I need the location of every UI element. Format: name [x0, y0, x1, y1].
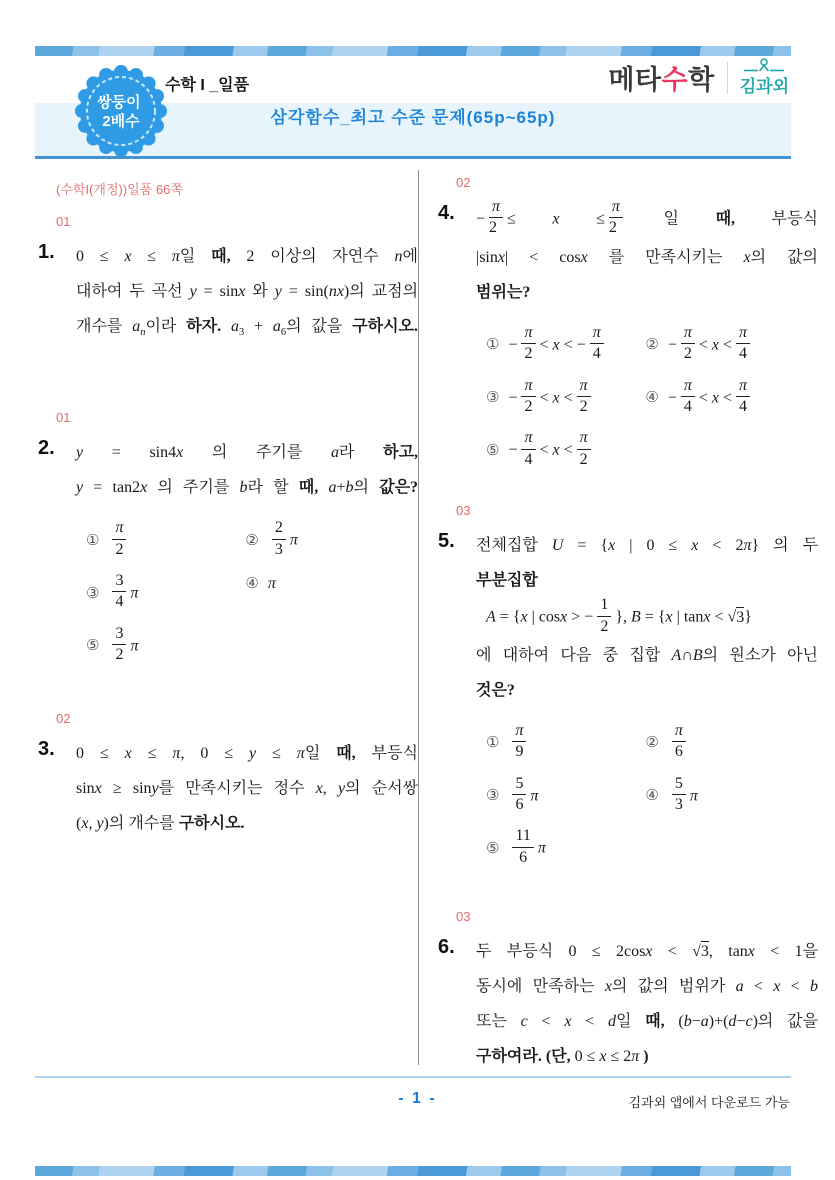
problem-tag: 02 — [456, 175, 471, 190]
text: 부등식 — [735, 210, 818, 228]
problem-block — [438, 528, 818, 869]
problem-block — [38, 736, 418, 841]
column-right — [438, 175, 818, 1080]
choice-number: ④ — [645, 788, 659, 805]
math-expression: (x, y) — [76, 814, 109, 832]
math-expression: A∩B — [671, 646, 703, 664]
fraction — [577, 377, 591, 417]
text: 라 할 — [247, 479, 299, 497]
emphasis-text: 구하시오. — [352, 318, 418, 335]
text: 부등식 — [355, 744, 418, 762]
text: 의 주기를 — [183, 444, 331, 462]
page-number: - 1 - — [398, 1090, 437, 1107]
problem-number: 3. — [38, 737, 55, 760]
math-expression: − — [508, 389, 518, 407]
math-expression: π — [689, 787, 698, 805]
problem-tag: 01 — [56, 410, 71, 426]
math-expression: π — [739, 323, 748, 341]
math-expression: 4 — [739, 345, 748, 363]
math-expression: sinx ≥ siny — [76, 779, 159, 797]
text: 의 원소가 아닌 — [702, 646, 818, 664]
text: 동시에 만족하는 — [476, 978, 605, 996]
emphasis-text: 하고, — [383, 444, 419, 462]
math-expression: 2 — [579, 397, 588, 415]
emphasis-text: 때, — [645, 1013, 665, 1031]
math-expression: < x < — [698, 336, 733, 354]
math-expression: 2 — [489, 219, 498, 237]
logo-text-suffix: 학 — [688, 65, 715, 95]
math-expression: π — [130, 584, 139, 602]
math-expression: 0 ≤ x ≤ 2π — [574, 1048, 640, 1066]
math-expression: < x < — [539, 441, 573, 459]
fraction — [681, 324, 695, 364]
problem-tag: 01 — [56, 214, 71, 229]
problem-tag: 03 — [456, 503, 471, 519]
problem-text-line — [76, 470, 418, 505]
text: 을 — [802, 943, 819, 961]
math-expression: 3 — [115, 624, 124, 642]
math-expression: < x < − — [539, 336, 586, 354]
math-expression: π — [289, 531, 298, 549]
math-expression: π — [115, 519, 124, 537]
problem-block — [438, 934, 818, 1074]
text: 의 값을 — [286, 318, 353, 335]
math-expression: π — [530, 787, 539, 805]
choice-item — [86, 521, 245, 561]
choice-number: ② — [245, 532, 259, 549]
badge-line2: 2배수 — [102, 113, 140, 130]
choice-number: ⑤ — [486, 841, 500, 858]
choice-item — [486, 774, 645, 817]
fraction — [112, 572, 126, 612]
problem-text-line — [476, 275, 818, 310]
choice-item — [245, 574, 418, 614]
math-expression: y = tan2x — [76, 479, 148, 497]
math-expression: − — [508, 336, 518, 354]
problem-text-line — [76, 771, 418, 806]
text: 대하여 두 곡선 — [76, 283, 190, 300]
fraction — [512, 827, 533, 867]
emphasis-text: 범위는? — [476, 283, 531, 301]
math-expression: 2 — [579, 450, 588, 468]
choice-item — [645, 721, 818, 764]
banner-title: 삼각함수_최고 수준 문제(65p~65p) — [270, 108, 556, 127]
math-expression: 0 ≤ 2cosx < √3, — [568, 943, 713, 961]
choice-list — [76, 521, 418, 666]
math-expression: π — [579, 429, 588, 447]
fraction — [672, 722, 686, 762]
problem-text-line — [476, 528, 818, 563]
math-expression: π — [130, 637, 139, 655]
fraction — [272, 519, 286, 559]
problem-text-line — [76, 736, 418, 771]
choice-item — [645, 376, 818, 419]
math-expression: 2 — [524, 345, 533, 363]
emphasis-text: 구하시오. — [178, 814, 245, 832]
choice-number: ④ — [245, 575, 259, 592]
fraction — [609, 198, 623, 238]
footer-note: 김과외 앱에서 다운로드 가능 — [628, 1095, 790, 1110]
text: 이라 — [145, 318, 187, 335]
math-expression: 3 — [115, 571, 124, 589]
fraction — [597, 596, 611, 636]
text: 일 — [179, 248, 212, 265]
math-expression: 0 ≤ x ≤ π — [76, 248, 180, 265]
math-expression: − — [476, 210, 486, 228]
problem-text-line — [76, 806, 418, 841]
choice-item — [86, 571, 245, 614]
fraction — [577, 429, 591, 469]
brand-divider — [727, 62, 728, 94]
logo-accent-char: 수 — [661, 65, 689, 95]
math-expression: 5 — [674, 774, 683, 792]
problem-text-line — [476, 969, 818, 1004]
math-expression: $a_3 + a_6$ — [230, 318, 287, 339]
math-expression: < x < — [698, 389, 733, 407]
choice-item — [245, 521, 418, 561]
source-note: (수학I(개정))일품 66쪽 — [56, 182, 183, 197]
math-expression: A = {x | cosx > − — [486, 608, 594, 626]
choice-number: ③ — [86, 585, 100, 602]
problem-text-line — [76, 239, 418, 274]
fraction — [521, 377, 535, 417]
math-expression: a < x < b — [735, 978, 819, 996]
column-divider — [418, 170, 419, 1065]
math-expression: c < x < d — [520, 1013, 616, 1031]
math-expression: 5 — [515, 774, 524, 792]
emphasis-text: 값은? — [379, 479, 419, 497]
math-expression: π — [611, 198, 620, 215]
math-expression: 0 ≤ y ≤ π — [200, 744, 305, 762]
math-expression: 6 — [515, 796, 524, 814]
text: 또는 — [476, 1013, 521, 1031]
math-expression: − — [508, 441, 518, 459]
math-expression: 0 ≤ x ≤ π, — [76, 744, 185, 762]
footer-divider — [35, 1076, 791, 1078]
math-expression: x — [743, 248, 751, 266]
math-expression: n — [394, 248, 403, 265]
fraction — [512, 722, 526, 762]
top-decorative-bar — [35, 46, 791, 56]
math-expression: 4 — [115, 593, 124, 611]
math-expression: π — [492, 198, 501, 215]
math-expression: }, — [615, 608, 627, 626]
metamath-logo — [608, 58, 714, 97]
fraction — [736, 377, 750, 417]
text: 의 주기를 — [147, 479, 240, 497]
kimgwaoe-logo-text: 김과외 — [739, 77, 789, 96]
math-expression: 4 — [524, 450, 533, 468]
choice-number: ③ — [486, 788, 500, 805]
fraction — [590, 324, 604, 364]
math-expression: π — [515, 721, 524, 739]
fraction — [512, 775, 526, 815]
choice-number: ⑤ — [86, 638, 100, 655]
math-expression: (b−a)+(d−c) — [678, 1013, 758, 1031]
fraction — [112, 625, 126, 665]
math-expression: π — [683, 323, 692, 341]
math-expression: 4 — [739, 397, 748, 415]
text: 에 — [402, 248, 418, 265]
problem-text-line — [476, 934, 818, 969]
text: 를 만족시키는 — [587, 248, 744, 266]
problem-text-line — [476, 598, 818, 638]
text: 두 부등식 — [476, 943, 569, 961]
choice-number: ② — [645, 735, 659, 752]
text: 를 만족시키는 정수 — [158, 779, 316, 797]
text — [184, 745, 200, 762]
fraction — [736, 324, 750, 364]
math-expression: π — [674, 721, 683, 739]
problem-number: 4. — [438, 202, 455, 224]
math-expression: − — [667, 389, 677, 407]
problem-text-line — [76, 435, 418, 470]
text — [221, 318, 231, 335]
emphasis-text: 하자. — [186, 318, 222, 335]
choice-number: ② — [645, 337, 659, 354]
text: 의 순서쌍 — [345, 779, 419, 797]
math-expression: y = sin(nx) — [274, 283, 350, 300]
problem-tag: 02 — [56, 710, 71, 726]
bottom-decorative-bar — [35, 1166, 791, 1176]
problem-text-line — [76, 309, 418, 350]
choice-item — [486, 721, 645, 764]
math-expression: 2 — [608, 219, 617, 237]
math-expression: − — [667, 336, 677, 354]
math-expression: 2 — [115, 540, 124, 558]
math-expression: 1 — [600, 596, 609, 614]
choice-item — [486, 376, 645, 419]
kimgwaoe-logo — [740, 58, 789, 97]
math-expression: π — [592, 323, 601, 341]
problem-text-line — [476, 200, 818, 240]
math-expression: a+b — [328, 479, 354, 497]
text: 의 값의 범위가 — [611, 978, 736, 996]
emphasis-text: 것은? — [476, 681, 515, 699]
math-expression: < x < — [539, 389, 573, 407]
math-expression: 3 — [274, 540, 283, 558]
math-expression: π — [524, 323, 533, 341]
text: 와 — [245, 283, 275, 300]
text: 일 — [304, 744, 337, 762]
choice-item — [645, 774, 818, 817]
math-expression: |sinx| < cosx — [476, 248, 588, 266]
math-expression: tanx < 1 — [728, 943, 803, 961]
math-expression: 2 — [600, 617, 609, 635]
choice-item — [486, 829, 645, 869]
math-expression: 2 — [524, 397, 533, 415]
math-expression: 2 — [115, 646, 124, 664]
math-expression: b — [239, 479, 248, 497]
text: 일 — [626, 210, 716, 228]
text: 전체집합 — [476, 537, 552, 555]
choice-number: ① — [86, 532, 100, 549]
math-expression: U = {x | 0 ≤ x < 2π} — [551, 537, 760, 555]
text: 개수를 — [76, 318, 133, 335]
math-expression: x — [604, 978, 612, 996]
math-expression: 6 — [519, 848, 528, 866]
problem-number: 2. — [38, 437, 55, 460]
doc-title: 수학 I _일품 — [165, 77, 250, 94]
choice-number: ④ — [645, 390, 659, 407]
problem-number: 1. — [38, 241, 55, 263]
math-expression: π — [739, 376, 748, 394]
badge-line1: 쌍둥이 — [97, 94, 141, 111]
math-expression: π — [267, 574, 276, 592]
math-expression: 9 — [515, 743, 524, 761]
emphasis-text: 구하여라. (단, — [476, 1048, 575, 1066]
text: 일 — [615, 1013, 646, 1031]
text: 에 대하여 다음 중 집합 — [476, 646, 672, 664]
emphasis-text: 때, — [336, 744, 356, 762]
choice-list — [476, 323, 818, 471]
text: 의 값의 — [750, 248, 819, 266]
math-expression: B = {x | tanx < √3} — [631, 608, 752, 626]
problem-text-line — [476, 638, 818, 673]
column-left — [38, 175, 418, 847]
text: 의 값을 — [757, 1013, 819, 1031]
math-expression: 4 — [592, 345, 601, 363]
math-expression: 3 — [674, 796, 683, 814]
emphasis-text: 때, — [298, 479, 319, 497]
text: 라 — [339, 444, 384, 462]
text: 의 두 — [759, 537, 819, 555]
math-expression: π — [524, 376, 533, 394]
choice-number: ① — [486, 735, 500, 752]
emphasis-text: 때, — [211, 248, 231, 265]
math-expression: π — [579, 376, 588, 394]
problem-text-line — [476, 673, 818, 708]
person-icon — [744, 58, 784, 72]
text — [318, 479, 328, 496]
problem-block — [38, 435, 418, 666]
problem-text-line — [476, 1004, 818, 1039]
fraction — [521, 324, 535, 364]
choice-item — [645, 323, 818, 366]
choice-item — [86, 624, 245, 667]
text: 2 이상의 자연수 — [230, 248, 395, 265]
math-expression: π — [537, 840, 546, 858]
emphasis-text: 부분집합 — [476, 572, 538, 590]
text: 의 교점의 — [349, 283, 419, 300]
problem-block — [438, 200, 818, 471]
problem-block — [38, 239, 418, 350]
math-expression: π — [683, 376, 692, 394]
brand-area — [608, 58, 789, 97]
math-expression: ≤ x ≤ — [507, 210, 605, 228]
math-expression: 11 — [515, 827, 531, 845]
text: 의 개수를 — [108, 814, 179, 832]
fraction — [112, 519, 126, 559]
problem-number: 6. — [438, 936, 455, 959]
logo-text: 메타 — [608, 65, 662, 95]
math-expression: π — [524, 429, 533, 447]
choice-item — [486, 323, 645, 366]
problem-tag: 03 — [456, 909, 471, 925]
problem-text-line — [476, 1039, 818, 1074]
math-expression: 2 — [683, 345, 692, 363]
choice-list — [476, 721, 818, 869]
math-expression: 4 — [683, 397, 692, 415]
math-expression: a — [331, 444, 339, 462]
math-expression: 2 — [274, 519, 283, 537]
problem-text-line — [76, 274, 418, 309]
fraction — [521, 429, 535, 469]
text — [665, 1013, 679, 1030]
text: 의 — [353, 479, 380, 497]
text — [713, 943, 728, 960]
problem-text-line — [476, 563, 818, 598]
math-expression: 6 — [674, 743, 683, 761]
math-expression: y = sinx — [189, 283, 246, 300]
math-expression: $a_n$ — [132, 318, 146, 339]
emphasis-text: ) — [639, 1048, 649, 1066]
problem-number: 5. — [438, 530, 455, 553]
choice-number: ① — [486, 337, 500, 354]
math-expression: y = sin4x — [76, 444, 184, 462]
problem-text-line — [476, 240, 818, 275]
math-expression: x, y — [315, 779, 346, 797]
emphasis-text: 때, — [715, 210, 736, 228]
fraction — [672, 775, 686, 815]
badge-seal — [74, 64, 168, 158]
choice-number: ③ — [486, 390, 500, 407]
fraction — [681, 377, 695, 417]
choice-item — [486, 431, 645, 471]
fraction — [489, 198, 503, 238]
choice-number: ⑤ — [486, 442, 500, 459]
